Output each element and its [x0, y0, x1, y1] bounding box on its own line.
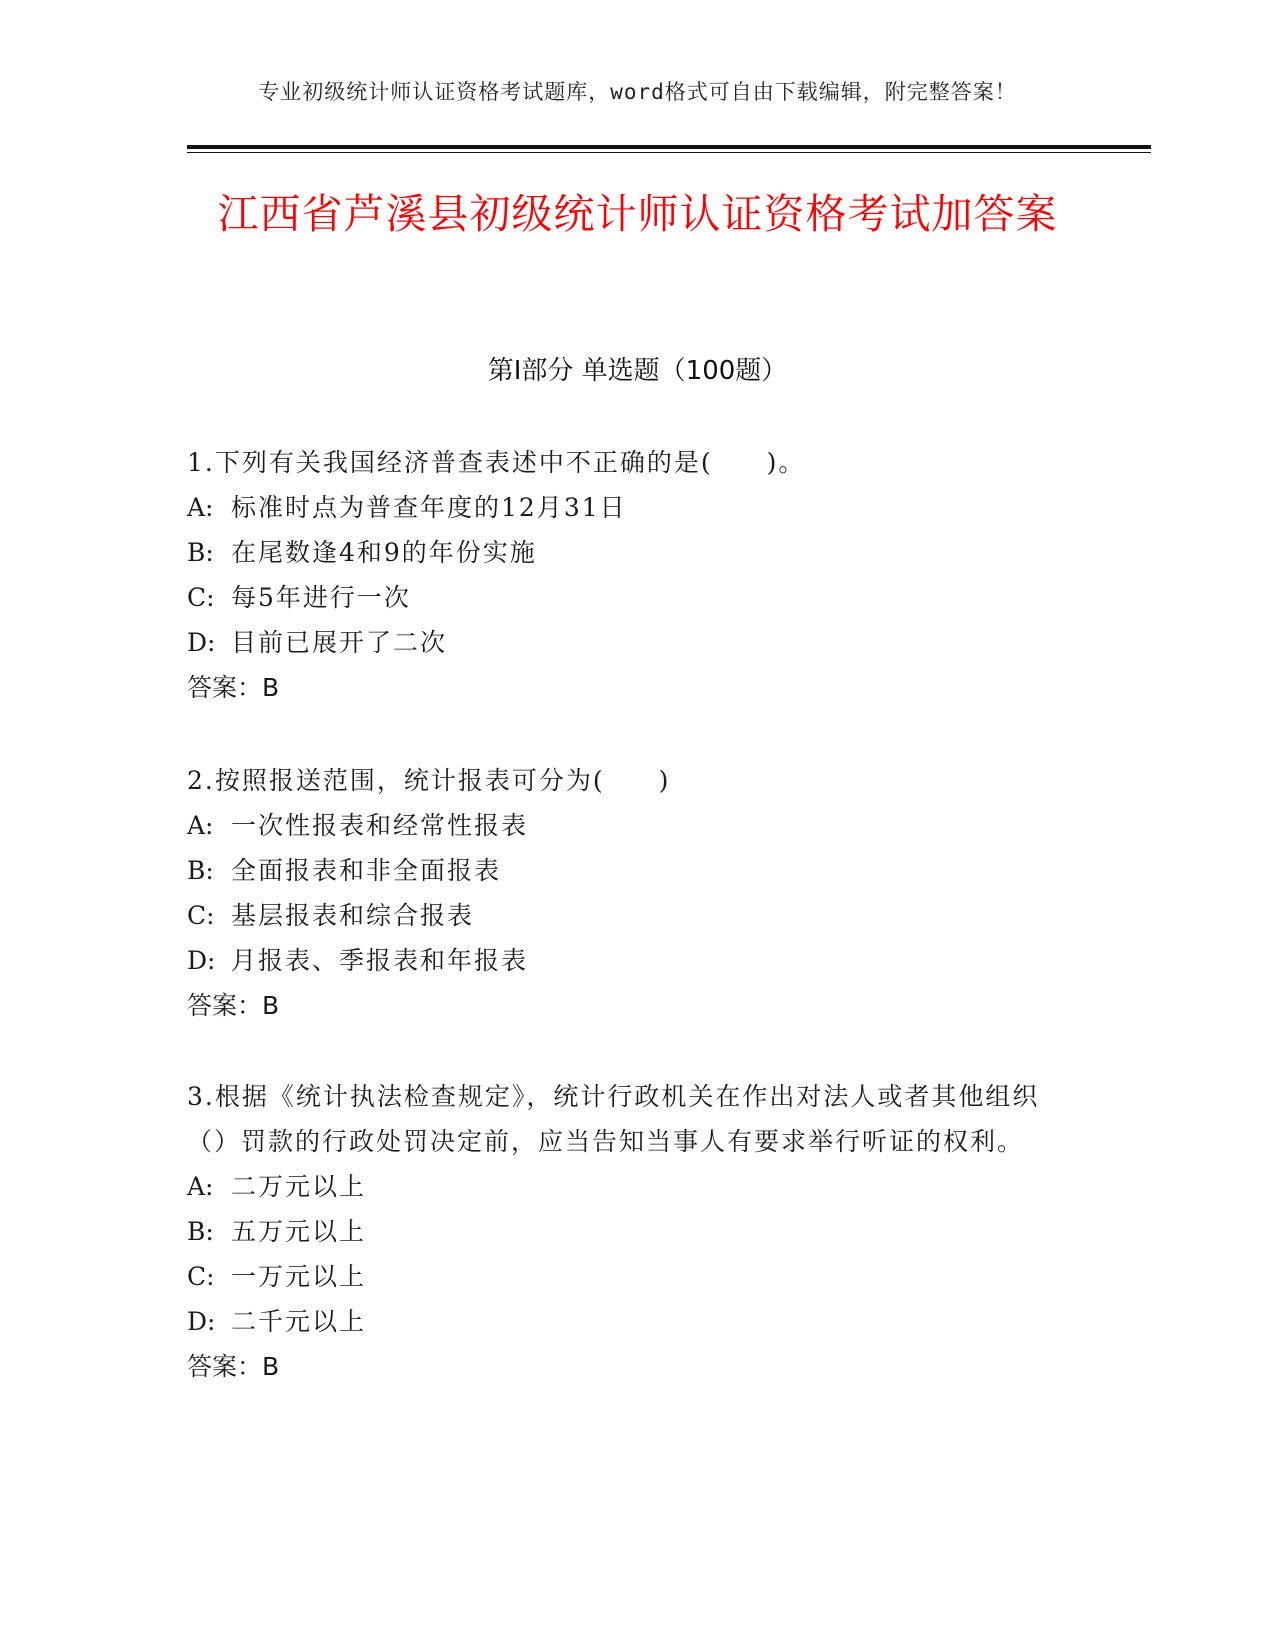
option-key: B: — [187, 1217, 214, 1246]
header-rule-thin — [187, 152, 1151, 153]
option-key: D: — [187, 628, 216, 657]
option-c — [187, 893, 1067, 938]
option-text: 二千元以上 — [231, 1307, 367, 1336]
option-text: 在尾数逢4和9的年份实施 — [231, 538, 537, 567]
option-key: B: — [187, 538, 214, 567]
option-b — [187, 1209, 1067, 1254]
option-b — [187, 530, 1067, 575]
option-key: A: — [187, 811, 214, 840]
option-text: 标准时点为普查年度的12月31日 — [231, 493, 627, 522]
header-rule-thick — [187, 145, 1151, 149]
option-key: C: — [187, 1262, 215, 1291]
option-d — [187, 1299, 1067, 1344]
option-text: 全面报表和非全面报表 — [231, 856, 502, 885]
question-2 — [187, 758, 1067, 1028]
question-stem: 2.按照报送范围，统计报表可分为( ) — [187, 766, 671, 795]
option-text: 五万元以上 — [231, 1217, 367, 1246]
option-key: A: — [187, 493, 214, 522]
option-a — [187, 803, 1067, 848]
option-text: 二万元以上 — [231, 1172, 367, 1201]
option-text: 一次性报表和经常性报表 — [231, 811, 529, 840]
option-key: D: — [187, 946, 216, 975]
option-text: 基层报表和综合报表 — [231, 901, 475, 930]
option-d — [187, 620, 1067, 665]
option-text: 一万元以上 — [231, 1262, 367, 1291]
option-key: A: — [187, 1172, 214, 1201]
header-note: 专业初级统计师认证资格考试题库，word格式可自由下载编辑，附完整答案！ — [258, 80, 1017, 104]
question-stem: 3.根据《统计执法检查规定》，统计行政机关在作出对法人或者其他组织（）罚款的行政处罚决定前，应当告知当事人有要求举行听证的权利。 — [187, 1082, 1040, 1156]
option-key: B: — [187, 856, 214, 885]
option-text: 月报表、季报表和年报表 — [231, 946, 529, 975]
option-key: C: — [187, 901, 215, 930]
option-text: 每5年进行一次 — [231, 583, 411, 612]
question-1 — [187, 440, 1067, 710]
option-c — [187, 575, 1067, 620]
option-d — [187, 938, 1067, 983]
option-key: C: — [187, 583, 215, 612]
question-3 — [187, 1074, 1067, 1389]
question-stem: 1.下列有关我国经济普查表述中不正确的是( )。 — [187, 448, 806, 477]
option-b — [187, 848, 1067, 893]
option-a — [187, 485, 1067, 530]
option-text: 目前已展开了二次 — [231, 628, 448, 657]
option-c — [187, 1254, 1067, 1299]
option-key: D: — [187, 1307, 216, 1336]
document-title: 江西省芦溪县初级统计师认证资格考试加答案 — [217, 190, 1058, 238]
option-a — [187, 1164, 1067, 1209]
answer-line: 答案：B — [187, 1352, 280, 1381]
section-title: 第Ⅰ部分 单选题（100题） — [487, 356, 788, 386]
answer-line: 答案：B — [187, 673, 280, 702]
answer-line: 答案：B — [187, 991, 280, 1020]
